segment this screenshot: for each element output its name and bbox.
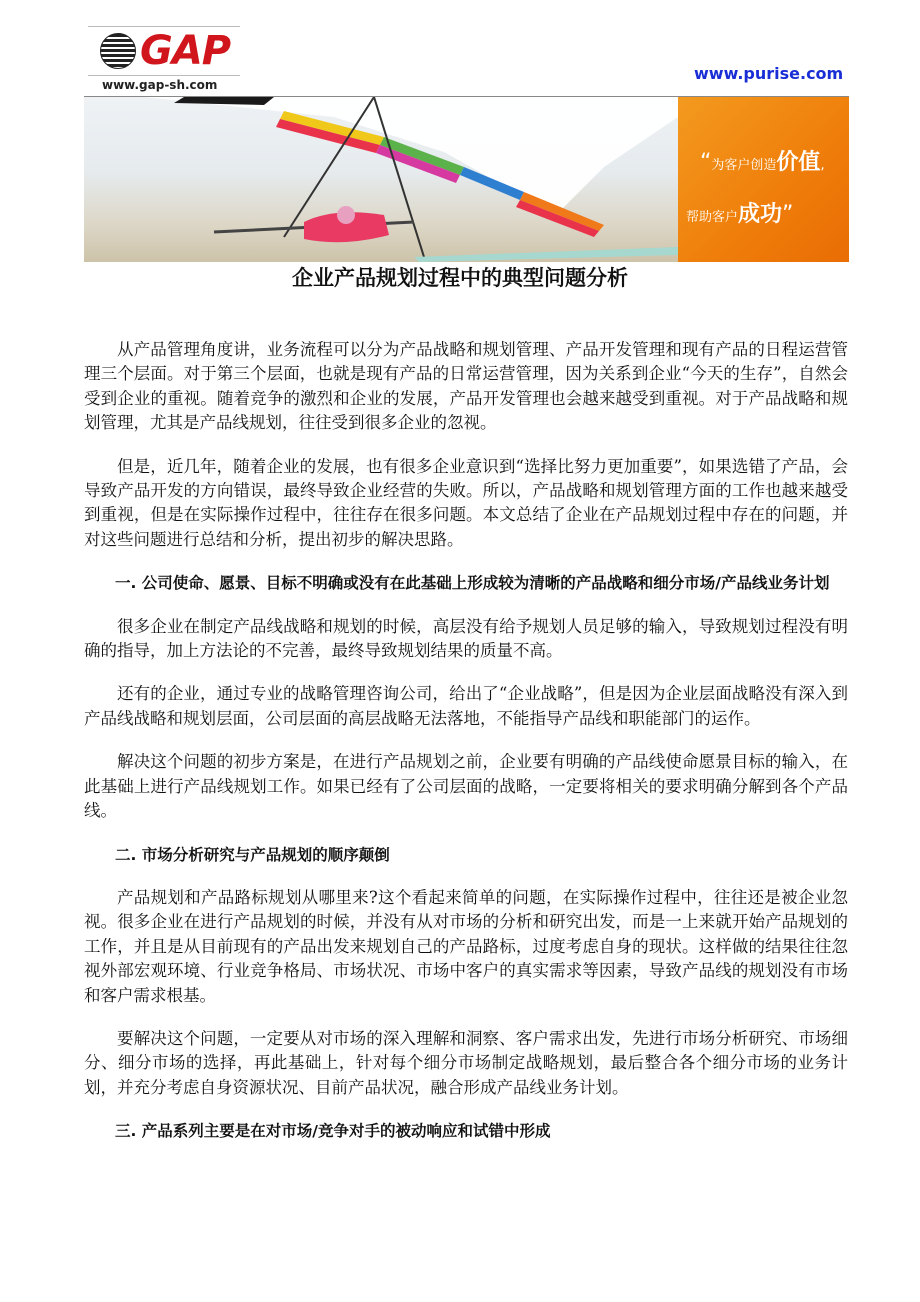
hang-glider-illustration — [84, 97, 678, 262]
paragraph: 还有的企业，通过专业的战略管理咨询公司，给出了“企业战略”，但是因为企业层面战略没有深入到产品线战略和规划层面，公司层面的高层战略无法落地，不能指导产品线和职能部门的运作。 — [84, 684, 848, 728]
section-heading: 二. 市场分析研究与产品规划的顺序颠倒 — [115, 845, 390, 864]
section-heading: 三. 产品系列主要是在对市场/竞争对手的被动响应和试错中形成 — [115, 1122, 551, 1141]
paragraph: 但是，近几年，随着企业的发展，也有很多企业意识到“选择比努力更加重要”，如果选错了产品，会导致产品开发的方向错误，最终导致企业经营的失败。所以，产品战略和规划管理方面的工作也越来越受到重视，但是在实际操作过程中，往往存在很多问题。本文总结了企业在产品规划过程中存在的问题，并对这些问题进行总结和分析，提出初步的解决思路。 — [84, 456, 848, 549]
paragraph: 要解决这个问题，一定要从对市场的深入理解和洞察、客户需求出发，先进行市场分析研究、市场细分、细分市场的选择，再此基础上，针对每个细分市场制定战略规划，最后整合各个细分市场的业务计划，并充分考虑自身资源状况、目前产品状况，融合形成产品线业务计划。 — [84, 1028, 848, 1097]
slogan-line-2: 帮助客户成功” — [686, 202, 794, 227]
hang-glider-photo — [84, 97, 678, 262]
logo-frame — [88, 26, 240, 76]
globe-icon — [100, 33, 136, 69]
site-url-link[interactable]: www.purise.com — [694, 64, 844, 83]
slogan-line-1: “为客户创造价值, — [700, 150, 825, 175]
slogan-panel — [678, 97, 849, 262]
paragraph: 解决这个问题的初步方案是，在进行产品规划之前，企业要有明确的产品线使命愿景目标的输入，在此基础上进行产品线规划工作。如果已经有了公司层面的战略，一定要将相关的要求明确分解到各个产品线。 — [84, 752, 848, 821]
logo-wordmark: GAP — [140, 28, 231, 74]
section-heading: 一. 公司使命、愿景、目标不明确或没有在此基础上形成较为清晰的产品战略和细分市场/产品线业务计划 — [115, 574, 830, 593]
document-title: 企业产品规划过程中的典型问题分析 — [292, 265, 628, 290]
paragraph: 产品规划和产品路标规划从哪里来?这个看起来简单的问题，在实际操作过程中，往往还是被企业忽视。很多企业在进行产品规划的时候，并没有从对市场的分析和研究出发，而是一上来就开始产品规划的工作，并且是从目前现有的产品出发来规划自己的产品路标，过度考虑自身的现状。这样做的结果往往忽视外部宏观环境、行业竞争格局、市场状况、市场中客户的真实需求等因素，导致产品线的规划没有市场和客户需求根基。 — [84, 887, 848, 1005]
document-body — [84, 338, 848, 1163]
logo-url[interactable]: www.gap-sh.com — [102, 78, 218, 92]
paragraph: 从产品管理角度讲，业务流程可以分为产品战略和规划管理、产品开发管理和现有产品的日程运营管理三个层面。对于第三个层面，也就是现有产品的日常运营管理，因为关系到企业“今天的生存”，自然会受到企业的重视。随着竞争的激烈和企业的发展，产品开发管理也会越来越受到重视。对于产品战略和规划管理，尤其是产品线规划，往往受到很多企业的忽视。 — [84, 340, 848, 433]
paragraph: 很多企业在制定产品线战略和规划的时候，高层没有给予规划人员足够的输入，导致规划过程没有明确的指导，加上方法论的不完善，最终导致规划结果的质量不高。 — [84, 616, 848, 661]
gap-logo[interactable] — [84, 26, 244, 96]
